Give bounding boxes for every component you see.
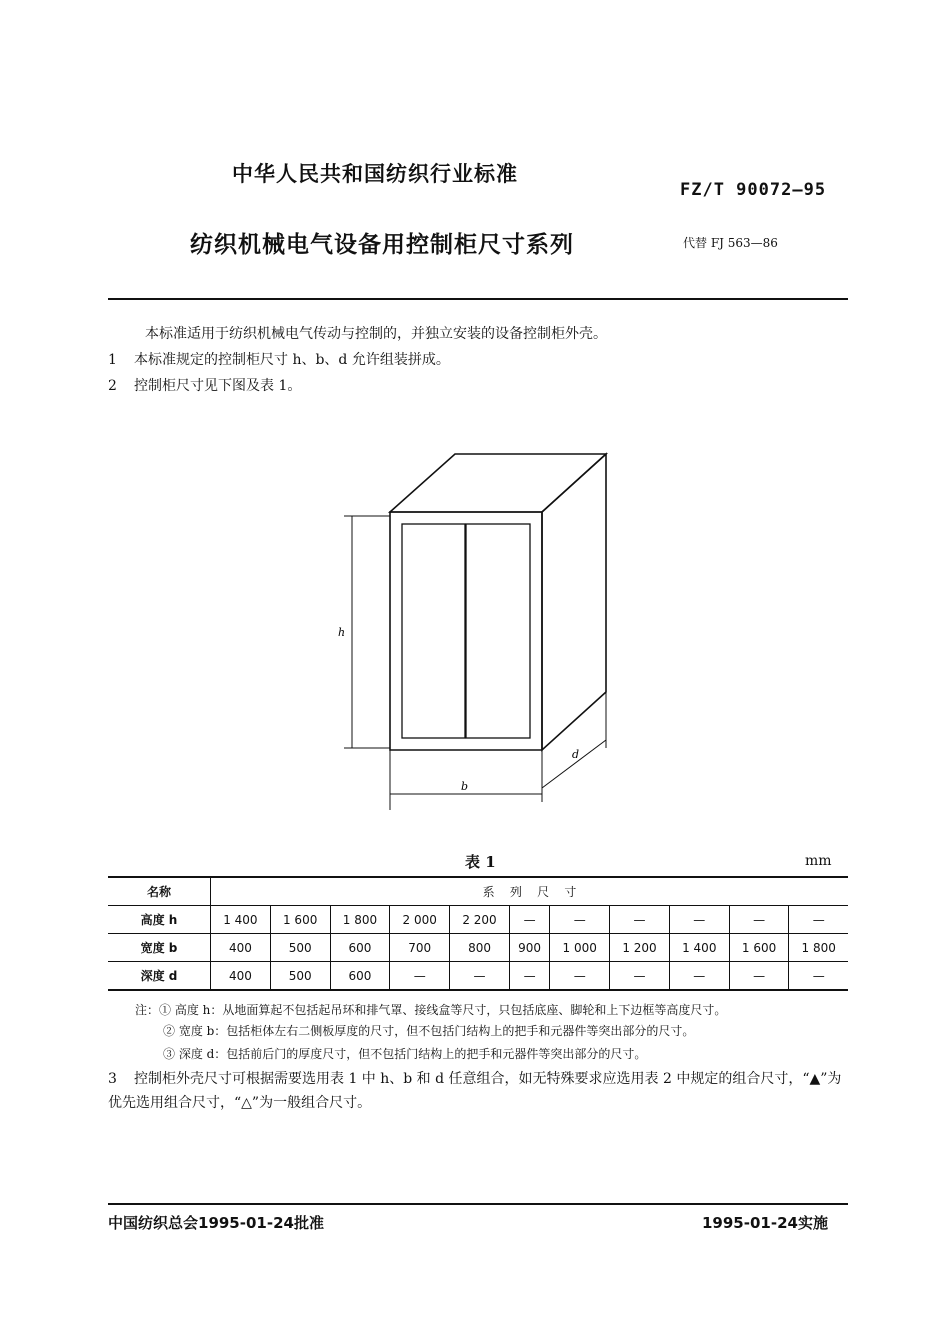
scope-paragraph: 本标准适用于纺织机械电气传动与控制的，并独立安装的设备控制柜外壳。 [145, 326, 607, 342]
table-cell: 700 [390, 934, 450, 962]
clause-number: 2 [108, 378, 117, 394]
clause-number: 3 [108, 1071, 117, 1087]
table-cell: 2 000 [390, 906, 450, 934]
table-caption: 表 1 [465, 853, 496, 871]
cabinet-side-face [542, 454, 606, 750]
table-cell: — [789, 906, 848, 934]
header-series: 系 列 尺 寸 [211, 877, 849, 906]
label-h: h [338, 626, 346, 639]
table-cell: 1 200 [610, 934, 670, 962]
approval-line: 中国纺织总会1995-01-24批准 [108, 1214, 324, 1232]
header-name: 名称 [108, 877, 211, 906]
clause-2 [108, 376, 301, 396]
table-cell: 600 [330, 962, 390, 991]
row-label: 高度 h [108, 906, 211, 934]
clause-text: 本标准规定的控制柜尺寸 h、b、d 允许组装拼成。 [134, 352, 450, 368]
table-note-1: 注：① 高度 h：从地面算起不包括起吊环和排气罩、接线盒等尺寸，只包括底座、脚轮和上下边框等高度尺寸。 [135, 1003, 727, 1017]
label-b: b [461, 780, 469, 793]
table-cell: — [450, 962, 510, 991]
table-cell: — [550, 962, 610, 991]
cabinet-door-left [402, 524, 465, 738]
table-cell: 500 [270, 962, 330, 991]
table-cell: — [610, 962, 670, 991]
table-cell: 1 600 [270, 906, 330, 934]
table-cell: 2 200 [450, 906, 510, 934]
cabinet-diagram [330, 450, 620, 820]
table-cell: 900 [509, 934, 549, 962]
table-cell: — [669, 962, 729, 991]
clause-text: 控制柜尺寸见下图及表 1。 [134, 378, 302, 394]
table-row-depth [108, 962, 848, 991]
standard-code: FZ/T 90072—95 [680, 180, 827, 200]
table-cell: — [729, 906, 789, 934]
table-cell: 1 400 [669, 934, 729, 962]
table-cell: — [669, 906, 729, 934]
table-cell: 1 400 [211, 906, 271, 934]
table-row-height [108, 906, 848, 934]
document-title: 纺织机械电气设备用控制柜尺寸系列 [190, 232, 574, 258]
clause-3 [108, 1067, 853, 1115]
cabinet-door-right [466, 524, 530, 738]
label-d: d [572, 748, 580, 761]
table-cell: 1 600 [729, 934, 789, 962]
clause-text: 控制柜外壳尺寸可根据需要选用表 1 中 h、b 和 d 任意组合，如无特殊要求应选用表 2 中规定的组合尺寸，“▲”为优先选用组合尺寸，“△”为一般组合尺寸。 [108, 1071, 842, 1111]
table-cell: 1 000 [550, 934, 610, 962]
clause-1 [108, 350, 450, 370]
row-label: 宽度 b [108, 934, 211, 962]
dimension-table [108, 876, 848, 991]
table-cell: — [509, 962, 549, 991]
table-cell: — [509, 906, 549, 934]
issuing-organization: 中华人民共和国纺织行业标准 [232, 162, 518, 186]
table-note-2: ② 宽度 b：包括柜体左右二侧板厚度的尺寸，但不包括门结构上的把手和元器件等突出部分的尺寸。 [163, 1024, 695, 1038]
table-cell: — [550, 906, 610, 934]
table-cell: 1 800 [789, 934, 848, 962]
header-divider [108, 298, 848, 300]
table-row-width [108, 934, 848, 962]
table-cell: 1 800 [330, 906, 390, 934]
table-cell: — [789, 962, 848, 991]
footer-divider [108, 1203, 848, 1205]
table-cell: — [390, 962, 450, 991]
table-cell: — [729, 962, 789, 991]
table-cell: 800 [450, 934, 510, 962]
row-label: 深度 d [140, 969, 178, 983]
table-cell: 400 [211, 934, 271, 962]
implementation-date: 1995-01-24实施 [702, 1214, 828, 1232]
table-cell: — [610, 906, 670, 934]
table-unit: mm [805, 853, 832, 869]
table-cell: 500 [270, 934, 330, 962]
table-header-row [108, 877, 848, 906]
table-cell: 400 [211, 962, 271, 991]
clause-number: 1 [108, 352, 117, 368]
replaces-note: 代替 FJ 563—86 [683, 236, 778, 250]
table-cell: 600 [330, 934, 390, 962]
table-note-3: ③ 深度 d：包括前后门的厚度尺寸，但不包括门结构上的把手和元器件等突出部分的尺寸。 [163, 1047, 647, 1061]
